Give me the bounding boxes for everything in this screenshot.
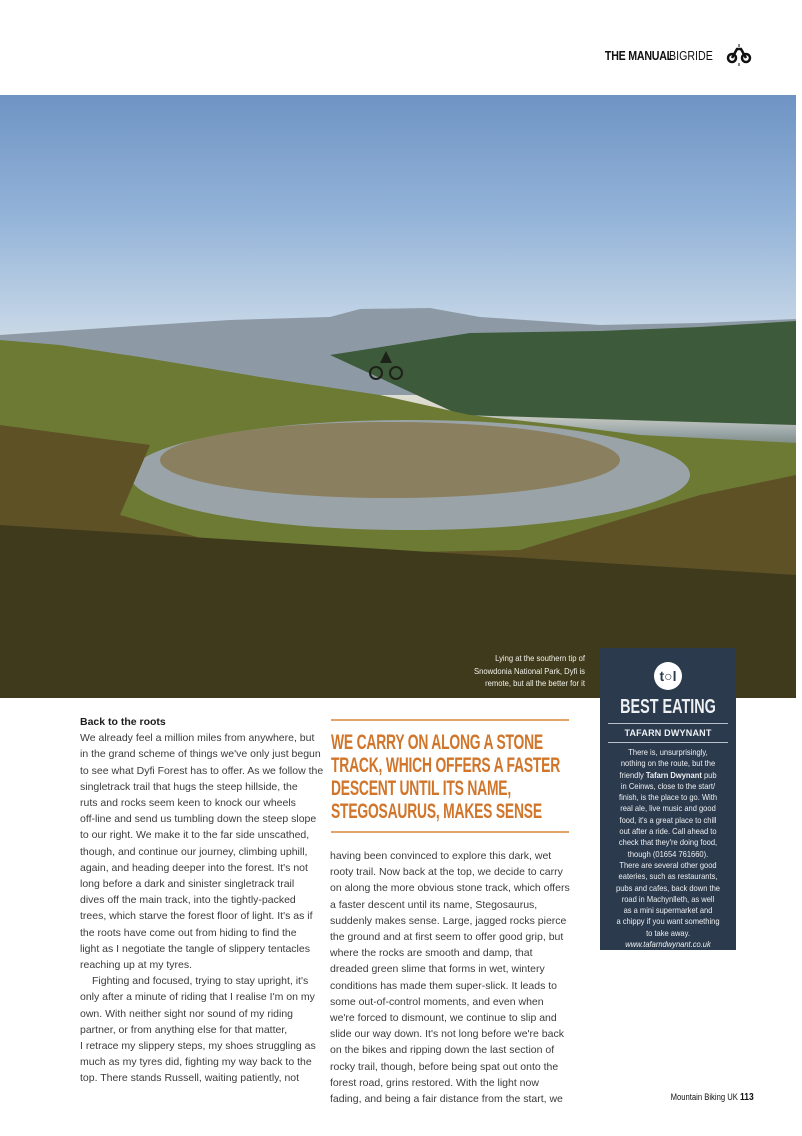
body-text-line: dives off the main track, into the tightly-packed (80, 894, 296, 907)
pull-quote (331, 719, 569, 833)
bike-chain-icon (726, 44, 752, 66)
box-line: eateries, such as restaurants, (618, 871, 718, 882)
box-line: in Ceinws, close to the start/ (620, 780, 716, 791)
body-text-line: rocky trail, though, before being spat out onto the (330, 1060, 559, 1073)
photo-caption (446, 652, 586, 690)
body-text-line: off-line and send us tumbling down the steep slope (80, 813, 317, 826)
body-text-line: conditions has made them super-slick. It leads to (330, 979, 558, 992)
box-line: There is, unsurprisingly, (628, 747, 708, 757)
body-text-line: again, and heading deeper into the forest. It's not (80, 861, 308, 874)
section-title: THE MANUAL (604, 47, 673, 63)
body-text-line: own. With neither sight nor sound of my riding (80, 1007, 294, 1020)
box-line: nothing on the route, but the (620, 758, 716, 769)
pull-quote-line: TRACK, WHICH OFFERS A FASTER (331, 754, 561, 777)
pull-quote-line: DESCENT UNTIL ITS NAME, (331, 777, 512, 800)
body-text-line: only after a minute of riding that I realise I'm on my (80, 991, 315, 1004)
box-subtitle: TAFARN DWYNANT (624, 728, 712, 738)
body-text-line: in the grand scheme of things we've only just begun (80, 748, 321, 761)
magazine-name: Mountain Biking UK (670, 1092, 739, 1102)
caption-line: remote, but all the better for it (485, 678, 585, 688)
website-link[interactable]: www.tafarndwynant.co.uk (625, 939, 711, 950)
pull-quote-line: STEGOSAURUS, MAKES SENSE (331, 800, 542, 823)
best-eating-box (600, 648, 736, 950)
page-number: 113 (740, 1092, 754, 1103)
body-text-line: singletrack trail that hugs the steep hillside, the (80, 780, 298, 793)
body-text-line: to see what Dyfi Forest has to offer. As we follow the (80, 764, 324, 777)
body-text-line: top. There stands Russell, waiting patiently, not (80, 1072, 300, 1085)
box-line: real ale, live music and good (620, 803, 716, 814)
box-line: food, it's a great place to chill (619, 814, 717, 825)
body-text-line: the roots have come out from hiding to find the (80, 926, 297, 939)
divider (608, 742, 728, 743)
box-line: to take away. (646, 927, 690, 938)
box-line: friendly Tafarn Dwynant pub (619, 769, 717, 780)
box-line: though (01654 761660). (627, 848, 709, 859)
body-text-line: I retrace my slippery steps, my shoes struggling as (80, 1040, 316, 1053)
box-line: as a mini supermarket and (623, 905, 713, 916)
body-text-line: on along the more obvious stone track, which offers (330, 882, 570, 895)
body-text-line: Fighting and focused, trying to stay upright, it's (92, 975, 309, 988)
plate-cutlery-icon: t○l (654, 662, 682, 690)
body-text-line: long before a dark and sinister singletrack trail (80, 878, 295, 891)
body-text-line: the ground and at first seem to offer good grip, but (330, 931, 564, 944)
body-text-line: ruts and rocks seem keen to knock our wheels (80, 797, 296, 810)
box-line: out after a ride. Call ahead to (619, 826, 717, 837)
pull-quote-line: WE CARRY ON ALONG A STONE (331, 731, 543, 754)
body-text-line: rooty trail. Now back at the top, we decide to carry (330, 866, 563, 879)
pub-name: Tafarn Dwynant (645, 769, 702, 780)
article-column-1 (80, 714, 324, 1087)
caption-line: Lying at the southern tip of (495, 653, 585, 663)
article-column-2 (330, 848, 572, 1107)
body-text-line: slide our way down. It's not long before we're back (330, 1028, 564, 1041)
body-text-line: reaching up at my tyres. (80, 959, 193, 972)
section-subtitle: BIGRIDE (668, 47, 713, 63)
body-text-line: to our right. We make it to the far side unscathed, (80, 829, 310, 842)
divider (608, 723, 728, 724)
body-text-line: dreaded green slime that forms in wet, wintery (330, 963, 545, 976)
body-text-line: partner, or from anything else for that matter, (80, 1023, 288, 1036)
box-line: road in Machynlleth, as well (621, 893, 715, 904)
body-text-line: light as I negotiate the tangle of slippery tentacles (80, 942, 310, 955)
box-body (604, 747, 732, 950)
body-text-line: trees, which starve the forest floor of light. It's as if (80, 910, 313, 923)
body-text-line: forest road, grins restored. With the light now (330, 1076, 539, 1089)
body-text-line: we're forced to dismount, we continue to slip and (330, 1012, 557, 1025)
box-line: check that they're doing food, (618, 837, 718, 848)
body-text-line: though, and continue our journey, climbing uphill, (80, 845, 308, 858)
box-line: There are several other good (619, 859, 717, 870)
body-text-line: where the rocks are smooth and damp, that (330, 947, 533, 960)
section-header (590, 44, 752, 66)
body-text-line: having been convinced to explore this dark, wet (330, 850, 552, 862)
box-line: finish, is the place to go. With (618, 792, 718, 803)
box-title: BEST EATING (620, 696, 716, 718)
body-text-line: We already feel a million miles from anywhere, but (80, 732, 315, 745)
body-text-line: a faster descent until its name, Stegosaurus, (330, 898, 538, 911)
caption-line: Snowdonia National Park, Dyfi is (474, 665, 585, 676)
subheading: Back to the roots (80, 716, 166, 728)
page-footer (671, 1092, 754, 1103)
box-line: pubs and cafes, back down the (616, 882, 720, 893)
landscape-photo (0, 95, 796, 698)
body-text-line: some out-of-control moments, and even when (330, 995, 544, 1008)
body-text-line: on the bikes and ripping down the last section of (330, 1044, 555, 1057)
body-text-line: suddenly makes sense. Large, jagged rocks pierce (330, 914, 567, 927)
body-text-line: fading, and being a fair distance from the start, we (330, 1093, 563, 1106)
body-text-line: much as my tyres did, fighting my way back to the (80, 1056, 312, 1069)
box-line: a chippy if you want something (616, 916, 720, 927)
